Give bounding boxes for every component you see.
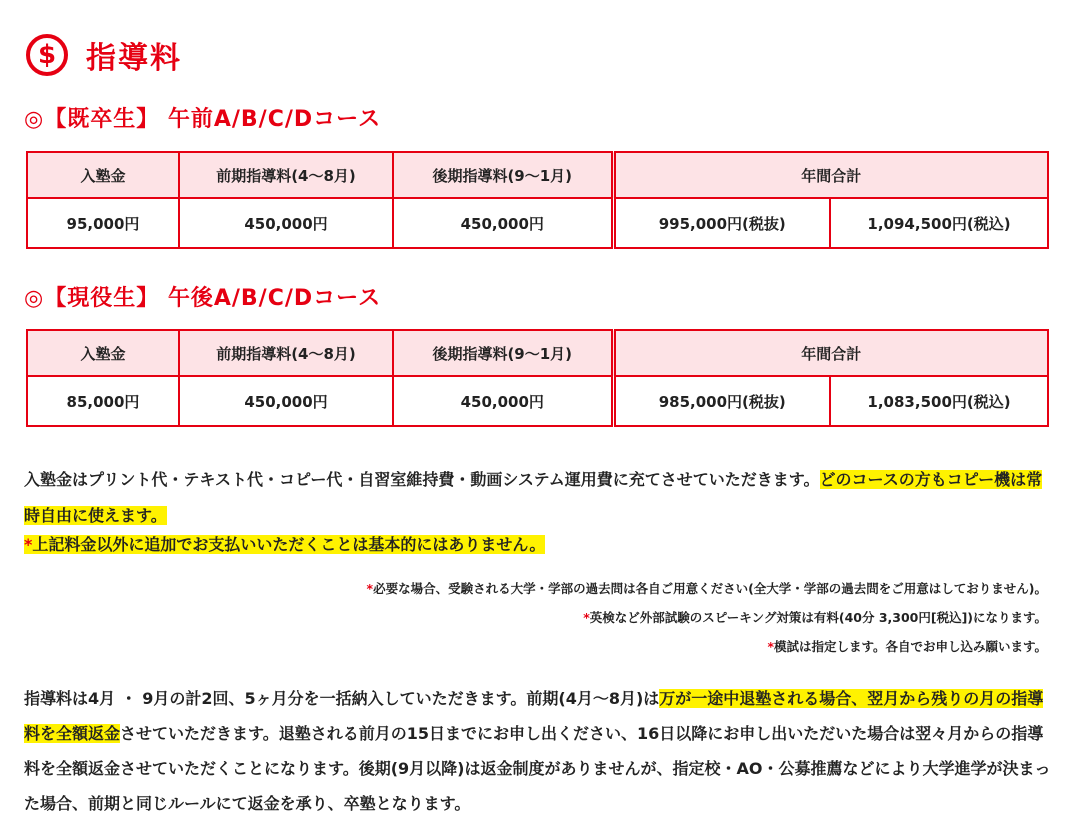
copy-machine-highlight: どのコースの方もコピー機は常時自由に使えます。 <box>24 470 1043 525</box>
section-heading-current-student: ◎【現役生】 午後A/B/C/Dコース <box>24 286 382 311</box>
enrollment-fee-text: 入塾金はプリント代・テキスト代・コピー代・自習室維持費・動画システム運用費に充てさせていただきます。 <box>24 470 820 489</box>
footnote-speaking-prep: *英検など外部試験のスピーキング対策は有料(40分 3,300円[税込])になります。 <box>583 610 1047 625</box>
section-heading-graduate: ◎【既卒生】 午前A/B/C/Dコース <box>24 107 382 132</box>
value-second-term-fee: 450,000円 <box>393 376 613 426</box>
refund-policy-text-2: させていただきます。退塾される前月の15日までにお申し出ください、16日以降にお申し出いただいた場合は翌々月からの指導料を全額返金させていただくことになります。後期(9月以降)は返金制度がありませんが、指定校・AO・公募推薦などにより大学進学が決まった場合、前期と同じルールにて返金を承り、卒塾となります。 <box>24 724 1051 813</box>
refund-policy-highlight: 万が一途中退塾される場合、翌月から残りの月の指導料を全額返金 <box>24 689 1044 743</box>
footnote-past-exams: *必要な場合、受験される大学・学部の過去問は各自ご用意ください(全大学・学部の過去問をご用意はしておりません)。 <box>366 581 1047 596</box>
refund-policy <box>24 681 1054 821</box>
value-total-excl-tax: 995,000円(税抜) <box>613 198 830 248</box>
header-enrollment-fee: 入塾金 <box>27 330 179 376</box>
header-second-term-fee: 後期指導料(9〜1月) <box>393 152 613 198</box>
footnotes <box>367 574 1047 661</box>
header-annual-total: 年間合計 <box>613 152 1048 198</box>
enrollment-fee-description <box>24 462 1054 534</box>
footnote-mock-exams: *模試は指定します。各自でお申し込み願います。 <box>767 639 1047 654</box>
table-header-row <box>27 152 1048 198</box>
refund-policy-text-1: 指導料は4月 ・ 9月の計2回、5ヶ月分を一括納入していただきます。前期(4月〜8月)は <box>24 689 660 708</box>
no-extra-fee-text: 上記料金以外に追加でお支払いいただくことは基本的にはありません。 <box>32 535 546 554</box>
value-enrollment-fee: 85,000円 <box>27 376 179 426</box>
table-value-row <box>27 198 1048 248</box>
value-total-excl-tax: 985,000円(税抜) <box>613 376 830 426</box>
header-first-term-fee: 前期指導料(4〜8月) <box>179 330 393 376</box>
header-enrollment-fee: 入塾金 <box>27 152 179 198</box>
value-second-term-fee: 450,000円 <box>393 198 613 248</box>
table-header-row <box>27 330 1048 376</box>
value-first-term-fee: 450,000円 <box>179 376 393 426</box>
header-first-term-fee: 前期指導料(4〜8月) <box>179 152 393 198</box>
header-annual-total: 年間合計 <box>613 330 1048 376</box>
header-second-term-fee: 後期指導料(9〜1月) <box>393 330 613 376</box>
asterisk-mark: * <box>24 535 33 554</box>
page-title: 指導料 <box>86 41 182 76</box>
value-enrollment-fee: 95,000円 <box>27 198 179 248</box>
fee-table-graduate <box>26 151 1049 249</box>
value-total-incl-tax: 1,094,500円(税込) <box>830 198 1048 248</box>
dollar-icon: $ <box>26 34 68 76</box>
no-extra-fee-statement <box>24 530 1054 560</box>
value-first-term-fee: 450,000円 <box>179 198 393 248</box>
fee-table-current-student <box>26 329 1049 427</box>
title-row <box>26 30 182 80</box>
table-value-row <box>27 376 1048 426</box>
value-total-incl-tax: 1,083,500円(税込) <box>830 376 1048 426</box>
